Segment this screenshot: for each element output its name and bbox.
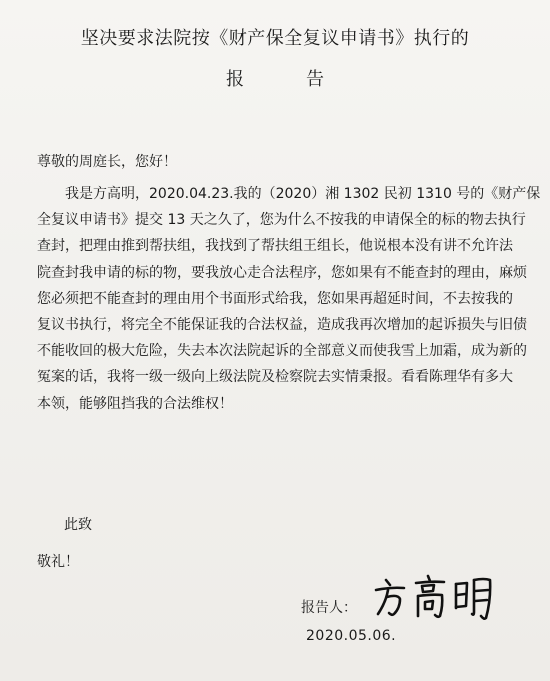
- document-title: 坚决要求法院按《财产保全复议申请书》执行的: [80, 28, 470, 49]
- body-line: 本领，能够阻挡我的合法维权！: [37, 395, 233, 412]
- reporter-label: 报告人：: [301, 600, 357, 616]
- body-line: 不能收回的极大危险，失去本次法院起诉的全部意义而使我雪上加霜，成为新的: [37, 343, 527, 360]
- body-line: 查封，把理由推到帮扶组，我找到了帮扶组王组长，他说根本没有讲不允许法: [37, 238, 513, 255]
- body-line: 冤案的话，我将一级一级向上级法院及检察院去实情秉报。看看陈理华有多大: [37, 369, 513, 386]
- closing-line-2: 敬礼！: [37, 554, 79, 570]
- body-paragraph: [37, 181, 547, 417]
- body-line: 全复议申请书》提交 13 天之久了，您为什么不按我的申请保全的标的物去执行: [37, 212, 526, 229]
- handwritten-signature: [372, 572, 500, 620]
- salutation: 尊敬的周庭长，您好！: [37, 154, 177, 170]
- document-title-report: 报告: [226, 69, 386, 90]
- body-line: 院查封我申请的标的物，要我放心走合法程序，您如果有不能查封的理由，麻烦: [37, 264, 527, 281]
- document-date: 2020.05.06.: [306, 628, 397, 644]
- body-line: 我是方高明，2020.04.23.我的（2020）湘 1302 民初 1310 号的《财产保: [65, 186, 541, 202]
- body-line: 复议书执行，将完全不能保证我的合法权益，造成我再次增加的起诉损失与旧债: [37, 317, 527, 334]
- closing-line-1: 此致: [64, 517, 92, 533]
- body-line: 您必须把不能查封的理由用个书面形式给我，您如果再超延时间，不去按我的: [37, 290, 513, 307]
